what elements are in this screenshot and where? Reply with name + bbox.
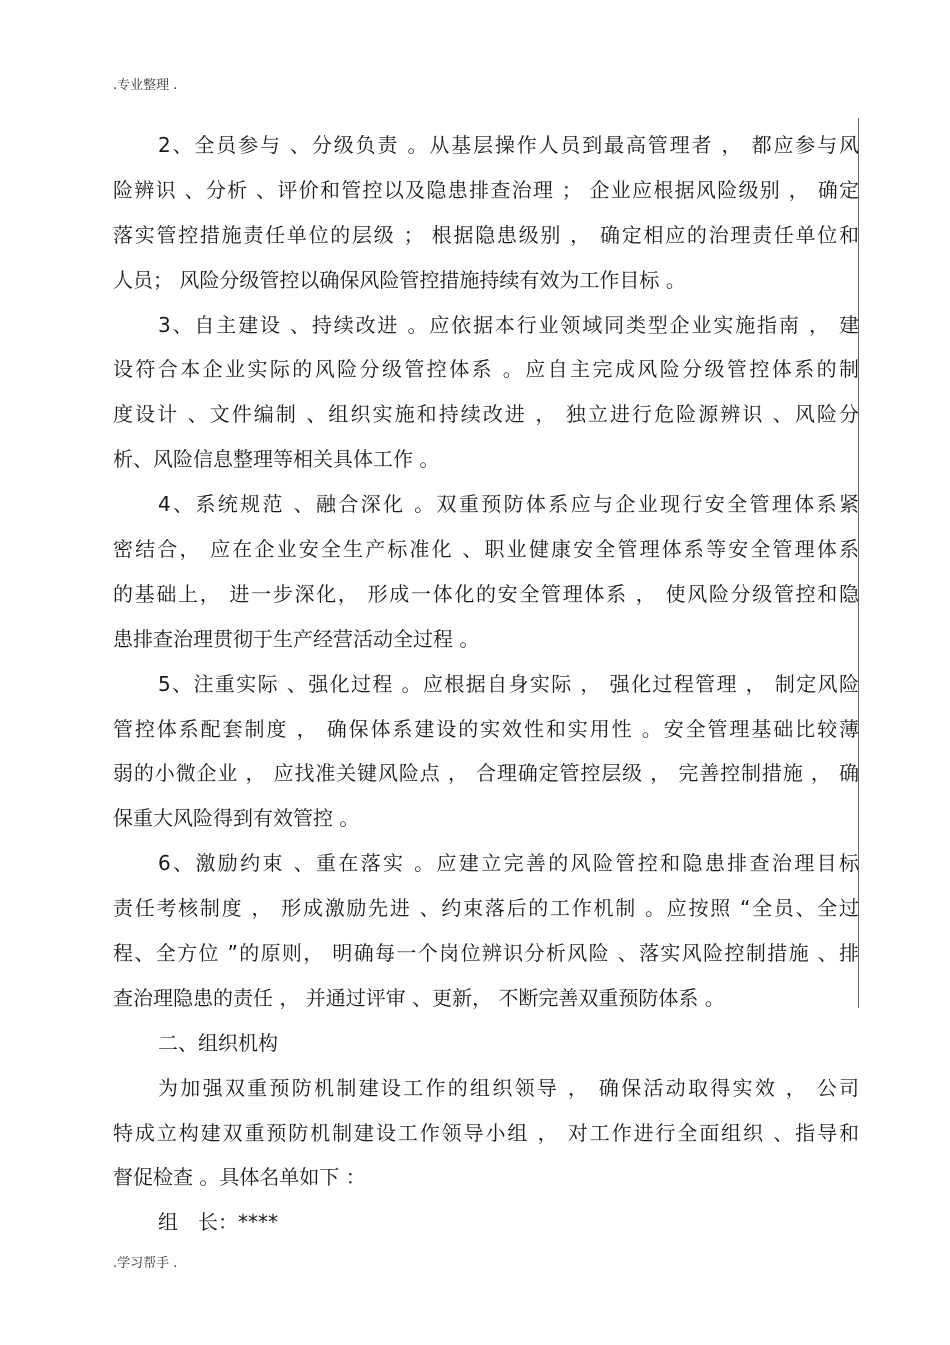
text-line: 2、全员参与 、分级负责 。从基层操作人员到最高管理者 ， 都应参与风 [158, 133, 859, 157]
document-body [113, 123, 859, 1245]
page-header-note: .专业整理 . [113, 78, 178, 93]
text-line: 设符合本企业实际的风险分级管控体系 。应自主完成风险分级管控体系的制 [113, 357, 859, 382]
text-line: 的基础上， 进一步深化， 形成一体化的安全管理体系 ， 使风险分级管控和隐 [113, 581, 859, 606]
text-line: 人员； 风险分级管控以确保风险管控措施持续有效为工作目标 。 [113, 267, 686, 292]
text-line: 弱的小微企业 ， 应找准关键风险点 ， 合理确定管控层级 ， 完善控制措施 ， 确 [113, 761, 859, 786]
page-footer-note: .学习帮手 . [113, 1256, 178, 1271]
text-line: 为加强双重预防机制建设工作的组织领导 ， 确保活动取得实效 ， 公司 [158, 1075, 859, 1100]
text-line: 责任考核制度 ， 形成激励先进 、约束落后的工作机制 。应按照 “全员、全过 [113, 896, 859, 921]
text-line: 组 长：**** [158, 1210, 278, 1235]
text-line: 3、自主建设 、持续改进 。应依据本行业领域同类型企业实施指南 ， 建 [158, 312, 859, 337]
text-line: 程、全方位 ”的原则， 明确每一个岗位辨识分析风险 、落实风险控制措施 、排 [113, 941, 859, 966]
text-line: 保重大风险得到有效管控 。 [113, 806, 360, 831]
text-line: 6、激励约束 、重在落实 。应建立完善的风险管控和隐患排查治理目标 [158, 851, 859, 876]
text-line: 5、注重实际 、强化过程 。应根据自身实际 ， 强化过程管理 ， 制定风险 [158, 671, 859, 696]
text-line: 4、系统规范 、融合深化 。双重预防体系应与企业现行安全管理体系紧 [158, 492, 859, 517]
text-line: 度设计 、文件编制 、组织实施和持续改进 ， 独立进行危险源辨识 、风险分 [113, 402, 859, 427]
text-line: 管控体系配套制度 ， 确保体系建设的实效性和实用性 。安全管理基础比较薄 [113, 716, 859, 741]
section-heading: 二、组织机构 [158, 1030, 278, 1055]
text-line: 患排查治理贯彻于生产经营活动全过程 。 [113, 626, 480, 651]
text-line: 密结合， 应在企业安全生产标准化 、职业健康安全管理体系等安全管理体系 [113, 537, 859, 562]
text-line: 特成立构建双重预防机制建设工作领导小组 ， 对工作进行全面组织 、指导和 [113, 1120, 859, 1145]
text-line: 督促检查 。具体名单如下 ： [113, 1165, 366, 1190]
text-line: 析、风险信息整理等相关具体工作 。 [113, 447, 440, 472]
text-line: 落实管控措施责任单位的层级 ； 根据隐患级别 ， 确定相应的治理责任单位和 [113, 222, 859, 247]
text-line: 险辨识 、分析 、评价和管控以及隐患排查治理 ； 企业应根据风险级别 ， 确定 [113, 177, 859, 202]
text-line: 查治理隐患的责任 ， 并通过评审 、更新， 不断完善双重预防体系 。 [113, 985, 725, 1010]
